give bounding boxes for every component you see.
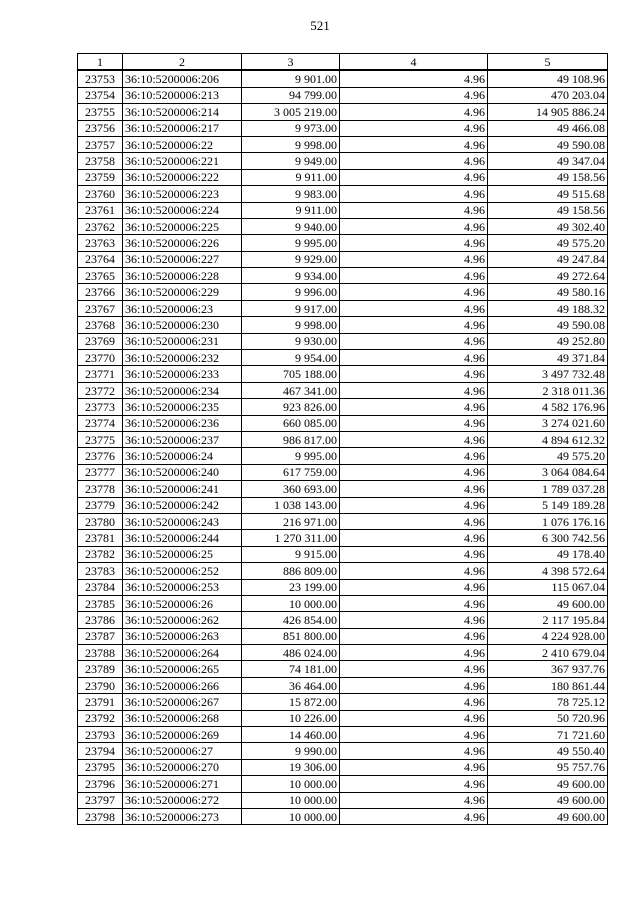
row-number-cell: 23765 xyxy=(78,268,123,284)
cadastral-number-cell: 36:10:5200006:265 xyxy=(123,661,242,677)
table-row xyxy=(78,202,608,218)
cadastral-number-cell: 36:10:5200006:270 xyxy=(123,759,242,775)
cadastral-value-cell: 49 600.00 xyxy=(488,595,608,611)
cadastral-number-cell: 36:10:5200006:228 xyxy=(123,268,242,284)
cadastral-value-cell: 49 575.20 xyxy=(488,235,608,251)
table-row xyxy=(78,481,608,497)
row-number-cell: 23770 xyxy=(78,350,123,366)
area-value-cell: 9 998.00 xyxy=(242,136,340,152)
cadastral-value-cell: 49 247.84 xyxy=(488,251,608,267)
row-number-cell: 23775 xyxy=(78,431,123,447)
area-value-cell: 10 226.00 xyxy=(242,710,340,726)
cadastral-value-cell: 50 720.96 xyxy=(488,710,608,726)
row-number-cell: 23780 xyxy=(78,513,123,529)
table-row xyxy=(78,727,608,743)
cadastral-value-cell: 49 600.00 xyxy=(488,808,608,824)
table-row xyxy=(78,710,608,726)
column-header-4: 4 xyxy=(340,54,488,71)
cadastral-value-cell: 49 580.16 xyxy=(488,284,608,300)
cadastral-number-cell: 36:10:5200006:244 xyxy=(123,530,242,546)
cadastral-number-cell: 36:10:5200006:266 xyxy=(123,677,242,693)
cadastral-number-cell: 36:10:5200006:231 xyxy=(123,333,242,349)
rate-value-cell: 4.96 xyxy=(340,350,488,366)
area-value-cell: 9 929.00 xyxy=(242,251,340,267)
cadastral-value-cell: 49 550.40 xyxy=(488,743,608,759)
cadastral-number-cell: 36:10:5200006:272 xyxy=(123,792,242,808)
cadastral-number-cell: 36:10:5200006:235 xyxy=(123,399,242,415)
table-row xyxy=(78,415,608,431)
table-row xyxy=(78,759,608,775)
cadastral-number-cell: 36:10:5200006:24 xyxy=(123,448,242,464)
cadastral-number-cell: 36:10:5200006:242 xyxy=(123,497,242,513)
table-body xyxy=(78,70,608,824)
area-value-cell: 15 872.00 xyxy=(242,694,340,710)
rate-value-cell: 4.96 xyxy=(340,513,488,529)
area-value-cell: 19 306.00 xyxy=(242,759,340,775)
cadastral-value-cell: 49 515.68 xyxy=(488,186,608,202)
cadastral-number-cell: 36:10:5200006:227 xyxy=(123,251,242,267)
page-number: 521 xyxy=(310,18,330,33)
rate-value-cell: 4.96 xyxy=(340,153,488,169)
table-row xyxy=(78,497,608,513)
area-value-cell: 486 024.00 xyxy=(242,645,340,661)
rate-value-cell: 4.96 xyxy=(340,710,488,726)
area-value-cell: 9 954.00 xyxy=(242,350,340,366)
area-value-cell: 9 934.00 xyxy=(242,268,340,284)
row-number-cell: 23774 xyxy=(78,415,123,431)
row-number-cell: 23772 xyxy=(78,382,123,398)
cadastral-value-cell: 49 600.00 xyxy=(488,776,608,792)
table-row xyxy=(78,218,608,234)
row-number-cell: 23790 xyxy=(78,677,123,693)
cadastral-number-cell: 36:10:5200006:267 xyxy=(123,694,242,710)
row-number-cell: 23784 xyxy=(78,579,123,595)
cadastral-value-cell: 470 203.04 xyxy=(488,87,608,103)
cadastral-number-cell: 36:10:5200006:240 xyxy=(123,464,242,480)
row-number-cell: 23787 xyxy=(78,628,123,644)
rate-value-cell: 4.96 xyxy=(340,792,488,808)
rate-value-cell: 4.96 xyxy=(340,251,488,267)
cadastral-number-cell: 36:10:5200006:223 xyxy=(123,186,242,202)
cadastral-number-cell: 36:10:5200006:236 xyxy=(123,415,242,431)
rate-value-cell: 4.96 xyxy=(340,497,488,513)
cadastral-value-cell: 95 757.76 xyxy=(488,759,608,775)
row-number-cell: 23791 xyxy=(78,694,123,710)
area-value-cell: 986 817.00 xyxy=(242,431,340,447)
row-number-cell: 23773 xyxy=(78,399,123,415)
cadastral-number-cell: 36:10:5200006:268 xyxy=(123,710,242,726)
cadastral-value-cell: 2 117 195.84 xyxy=(488,612,608,628)
rate-value-cell: 4.96 xyxy=(340,87,488,103)
table-row xyxy=(78,464,608,480)
row-number-cell: 23782 xyxy=(78,546,123,562)
cadastral-number-cell: 36:10:5200006:263 xyxy=(123,628,242,644)
row-number-cell: 23760 xyxy=(78,186,123,202)
cadastral-value-cell: 3 274 021.60 xyxy=(488,415,608,431)
cadastral-value-cell: 49 158.56 xyxy=(488,169,608,185)
area-value-cell: 9 998.00 xyxy=(242,317,340,333)
cadastral-value-cell: 49 371.84 xyxy=(488,350,608,366)
rate-value-cell: 4.96 xyxy=(340,579,488,595)
table-row xyxy=(78,431,608,447)
table-row xyxy=(78,399,608,415)
rate-value-cell: 4.96 xyxy=(340,169,488,185)
cadastral-value-cell: 4 582 176.96 xyxy=(488,399,608,415)
rate-value-cell: 4.96 xyxy=(340,300,488,316)
area-value-cell: 10 000.00 xyxy=(242,595,340,611)
row-number-cell: 23795 xyxy=(78,759,123,775)
area-value-cell: 426 854.00 xyxy=(242,612,340,628)
cadastral-value-cell: 180 861.44 xyxy=(488,677,608,693)
rate-value-cell: 4.96 xyxy=(340,727,488,743)
area-value-cell: 923 826.00 xyxy=(242,399,340,415)
area-value-cell: 74 181.00 xyxy=(242,661,340,677)
row-number-cell: 23761 xyxy=(78,202,123,218)
cadastral-number-cell: 36:10:5200006:237 xyxy=(123,431,242,447)
area-value-cell: 9 996.00 xyxy=(242,284,340,300)
row-number-cell: 23762 xyxy=(78,218,123,234)
table-row xyxy=(78,382,608,398)
cadastral-number-cell: 36:10:5200006:213 xyxy=(123,87,242,103)
table-row xyxy=(78,268,608,284)
table-row xyxy=(78,251,608,267)
table-row xyxy=(78,448,608,464)
table-row xyxy=(78,546,608,562)
table-row xyxy=(78,235,608,251)
cadastral-number-cell: 36:10:5200006:269 xyxy=(123,727,242,743)
cadastral-number-cell: 36:10:5200006:225 xyxy=(123,218,242,234)
rate-value-cell: 4.96 xyxy=(340,431,488,447)
rate-value-cell: 4.96 xyxy=(340,776,488,792)
area-value-cell: 10 000.00 xyxy=(242,792,340,808)
cadastral-number-cell: 36:10:5200006:232 xyxy=(123,350,242,366)
rate-value-cell: 4.96 xyxy=(340,743,488,759)
area-value-cell: 9 915.00 xyxy=(242,546,340,562)
area-value-cell: 36 464.00 xyxy=(242,677,340,693)
cadastral-number-cell: 36:10:5200006:252 xyxy=(123,563,242,579)
cadastral-value-cell: 49 178.40 xyxy=(488,546,608,562)
rate-value-cell: 4.96 xyxy=(340,268,488,284)
column-header-3: 3 xyxy=(242,54,340,71)
row-number-cell: 23753 xyxy=(78,70,123,87)
cadastral-value-cell: 4 398 572.64 xyxy=(488,563,608,579)
area-value-cell: 9 973.00 xyxy=(242,120,340,136)
row-number-cell: 23759 xyxy=(78,169,123,185)
table-row xyxy=(78,612,608,628)
table-row xyxy=(78,169,608,185)
cadastral-number-cell: 36:10:5200006:221 xyxy=(123,153,242,169)
rate-value-cell: 4.96 xyxy=(340,759,488,775)
cadastral-number-cell: 36:10:5200006:217 xyxy=(123,120,242,136)
area-value-cell: 1 270 311.00 xyxy=(242,530,340,546)
rate-value-cell: 4.96 xyxy=(340,448,488,464)
area-value-cell: 9 901.00 xyxy=(242,70,340,87)
cadastral-number-cell: 36:10:5200006:23 xyxy=(123,300,242,316)
area-value-cell: 9 995.00 xyxy=(242,448,340,464)
row-number-cell: 23793 xyxy=(78,727,123,743)
row-number-cell: 23783 xyxy=(78,563,123,579)
row-number-cell: 23767 xyxy=(78,300,123,316)
area-value-cell: 94 799.00 xyxy=(242,87,340,103)
cadastral-number-cell: 36:10:5200006:22 xyxy=(123,136,242,152)
rate-value-cell: 4.96 xyxy=(340,333,488,349)
cadastral-value-cell: 4 894 612.32 xyxy=(488,431,608,447)
table-row xyxy=(78,300,608,316)
table-row xyxy=(78,661,608,677)
cadastral-value-cell: 1 076 176.16 xyxy=(488,513,608,529)
cadastral-number-cell: 36:10:5200006:26 xyxy=(123,595,242,611)
rate-value-cell: 4.96 xyxy=(340,235,488,251)
table-row xyxy=(78,513,608,529)
rate-value-cell: 4.96 xyxy=(340,464,488,480)
rate-value-cell: 4.96 xyxy=(340,399,488,415)
row-number-cell: 23785 xyxy=(78,595,123,611)
cadastral-number-cell: 36:10:5200006:241 xyxy=(123,481,242,497)
row-number-cell: 23792 xyxy=(78,710,123,726)
cadastral-number-cell: 36:10:5200006:262 xyxy=(123,612,242,628)
cadastral-number-cell: 36:10:5200006:243 xyxy=(123,513,242,529)
rate-value-cell: 4.96 xyxy=(340,677,488,693)
cadastral-number-cell: 36:10:5200006:206 xyxy=(123,70,242,87)
cadastral-number-cell: 36:10:5200006:226 xyxy=(123,235,242,251)
cadastral-number-cell: 36:10:5200006:229 xyxy=(123,284,242,300)
rate-value-cell: 4.96 xyxy=(340,120,488,136)
area-value-cell: 1 038 143.00 xyxy=(242,497,340,513)
area-value-cell: 10 000.00 xyxy=(242,808,340,824)
area-value-cell: 467 341.00 xyxy=(242,382,340,398)
cadastral-value-cell: 49 590.08 xyxy=(488,317,608,333)
rate-value-cell: 4.96 xyxy=(340,70,488,87)
table-row xyxy=(78,153,608,169)
area-value-cell: 10 000.00 xyxy=(242,776,340,792)
rate-value-cell: 4.96 xyxy=(340,481,488,497)
area-value-cell: 617 759.00 xyxy=(242,464,340,480)
cadastral-value-cell: 3 064 084.64 xyxy=(488,464,608,480)
row-number-cell: 23796 xyxy=(78,776,123,792)
cadastral-number-cell: 36:10:5200006:233 xyxy=(123,366,242,382)
cadastral-number-cell: 36:10:5200006:25 xyxy=(123,546,242,562)
area-value-cell: 3 005 219.00 xyxy=(242,104,340,120)
cadastral-value-cell: 49 347.04 xyxy=(488,153,608,169)
cadastral-value-cell: 3 497 732.48 xyxy=(488,366,608,382)
cadastral-value-cell: 2 318 011.36 xyxy=(488,382,608,398)
row-number-cell: 23798 xyxy=(78,808,123,824)
table-row xyxy=(78,694,608,710)
row-number-cell: 23786 xyxy=(78,612,123,628)
table-row xyxy=(78,792,608,808)
cadastral-number-cell: 36:10:5200006:273 xyxy=(123,808,242,824)
table-row xyxy=(78,317,608,333)
rate-value-cell: 4.96 xyxy=(340,661,488,677)
area-value-cell: 9 940.00 xyxy=(242,218,340,234)
area-value-cell: 23 199.00 xyxy=(242,579,340,595)
rate-value-cell: 4.96 xyxy=(340,136,488,152)
rate-value-cell: 4.96 xyxy=(340,366,488,382)
row-number-cell: 23769 xyxy=(78,333,123,349)
row-number-cell: 23777 xyxy=(78,464,123,480)
table-row xyxy=(78,579,608,595)
cadastral-value-cell: 1 789 037.28 xyxy=(488,481,608,497)
row-number-cell: 23776 xyxy=(78,448,123,464)
row-number-cell: 23758 xyxy=(78,153,123,169)
cadastral-number-cell: 36:10:5200006:253 xyxy=(123,579,242,595)
cadastral-value-cell: 14 905 886.24 xyxy=(488,104,608,120)
area-value-cell: 9 930.00 xyxy=(242,333,340,349)
table-row xyxy=(78,595,608,611)
row-number-cell: 23771 xyxy=(78,366,123,382)
table-row xyxy=(78,366,608,382)
row-number-cell: 23797 xyxy=(78,792,123,808)
cadastral-value-cell: 49 158.56 xyxy=(488,202,608,218)
cadastral-number-cell: 36:10:5200006:234 xyxy=(123,382,242,398)
row-number-cell: 23766 xyxy=(78,284,123,300)
rate-value-cell: 4.96 xyxy=(340,317,488,333)
cadastral-value-cell: 71 721.60 xyxy=(488,727,608,743)
rate-value-cell: 4.96 xyxy=(340,415,488,431)
column-header-2: 2 xyxy=(123,54,242,71)
area-value-cell: 9 949.00 xyxy=(242,153,340,169)
cadastral-value-cell: 49 108.96 xyxy=(488,70,608,87)
area-value-cell: 886 809.00 xyxy=(242,563,340,579)
row-number-cell: 23768 xyxy=(78,317,123,333)
cadastral-value-cell: 49 466.08 xyxy=(488,120,608,136)
column-header-5: 5 xyxy=(488,54,608,71)
table-row xyxy=(78,677,608,693)
cadastral-value-cell: 49 302.40 xyxy=(488,218,608,234)
area-value-cell: 9 917.00 xyxy=(242,300,340,316)
table-row xyxy=(78,645,608,661)
table-header-row xyxy=(78,54,608,71)
cadastral-value-cell: 2 410 679.04 xyxy=(488,645,608,661)
rate-value-cell: 4.96 xyxy=(340,218,488,234)
table-row xyxy=(78,284,608,300)
row-number-cell: 23754 xyxy=(78,87,123,103)
rate-value-cell: 4.96 xyxy=(340,186,488,202)
area-value-cell: 360 693.00 xyxy=(242,481,340,497)
cadastral-number-cell: 36:10:5200006:27 xyxy=(123,743,242,759)
cadastral-value-cell: 49 272.64 xyxy=(488,268,608,284)
area-value-cell: 851 800.00 xyxy=(242,628,340,644)
area-value-cell: 9 990.00 xyxy=(242,743,340,759)
cadastral-number-cell: 36:10:5200006:214 xyxy=(123,104,242,120)
table-row xyxy=(78,808,608,824)
row-number-cell: 23778 xyxy=(78,481,123,497)
cadastral-value-cell: 78 725.12 xyxy=(488,694,608,710)
area-value-cell: 9 983.00 xyxy=(242,186,340,202)
table-row xyxy=(78,350,608,366)
cadastral-number-cell: 36:10:5200006:224 xyxy=(123,202,242,218)
cadastral-value-cell: 5 149 189.28 xyxy=(488,497,608,513)
cadastral-value-cell: 49 188.32 xyxy=(488,300,608,316)
area-value-cell: 705 188.00 xyxy=(242,366,340,382)
area-value-cell: 660 085.00 xyxy=(242,415,340,431)
rate-value-cell: 4.96 xyxy=(340,612,488,628)
table-row xyxy=(78,136,608,152)
row-number-cell: 23764 xyxy=(78,251,123,267)
rate-value-cell: 4.96 xyxy=(340,530,488,546)
rate-value-cell: 4.96 xyxy=(340,628,488,644)
cadastral-value-cell: 115 067.04 xyxy=(488,579,608,595)
row-number-cell: 23755 xyxy=(78,104,123,120)
table-row xyxy=(78,743,608,759)
table-row xyxy=(78,120,608,136)
row-number-cell: 23779 xyxy=(78,497,123,513)
rate-value-cell: 4.96 xyxy=(340,284,488,300)
cadastral-number-cell: 36:10:5200006:222 xyxy=(123,169,242,185)
area-value-cell: 216 971.00 xyxy=(242,513,340,529)
area-value-cell: 9 995.00 xyxy=(242,235,340,251)
table-row xyxy=(78,530,608,546)
cadastral-value-cell: 49 575.20 xyxy=(488,448,608,464)
area-value-cell: 14 460.00 xyxy=(242,727,340,743)
table-row xyxy=(78,70,608,87)
row-number-cell: 23781 xyxy=(78,530,123,546)
cadastral-value-cell: 6 300 742.56 xyxy=(488,530,608,546)
cadastral-value-cell: 49 590.08 xyxy=(488,136,608,152)
cadastral-value-cell: 4 224 928.00 xyxy=(488,628,608,644)
table-row xyxy=(78,628,608,644)
table-row xyxy=(78,186,608,202)
row-number-cell: 23788 xyxy=(78,645,123,661)
table-row xyxy=(78,563,608,579)
rate-value-cell: 4.96 xyxy=(340,645,488,661)
cadastral-value-cell: 49 600.00 xyxy=(488,792,608,808)
cadastral-number-cell: 36:10:5200006:271 xyxy=(123,776,242,792)
column-header-1: 1 xyxy=(78,54,123,71)
rate-value-cell: 4.96 xyxy=(340,104,488,120)
cadastral-value-table xyxy=(77,53,608,825)
row-number-cell: 23763 xyxy=(78,235,123,251)
cadastral-value-cell: 49 252.80 xyxy=(488,333,608,349)
cadastral-number-cell: 36:10:5200006:264 xyxy=(123,645,242,661)
rate-value-cell: 4.96 xyxy=(340,202,488,218)
rate-value-cell: 4.96 xyxy=(340,382,488,398)
rate-value-cell: 4.96 xyxy=(340,546,488,562)
rate-value-cell: 4.96 xyxy=(340,808,488,824)
rate-value-cell: 4.96 xyxy=(340,595,488,611)
rate-value-cell: 4.96 xyxy=(340,563,488,579)
rate-value-cell: 4.96 xyxy=(340,694,488,710)
row-number-cell: 23756 xyxy=(78,120,123,136)
table-row xyxy=(78,87,608,103)
area-value-cell: 9 911.00 xyxy=(242,169,340,185)
area-value-cell: 9 911.00 xyxy=(242,202,340,218)
cadastral-value-cell: 367 937.76 xyxy=(488,661,608,677)
cadastral-number-cell: 36:10:5200006:230 xyxy=(123,317,242,333)
row-number-cell: 23757 xyxy=(78,136,123,152)
table-row xyxy=(78,104,608,120)
row-number-cell: 23789 xyxy=(78,661,123,677)
table-row xyxy=(78,333,608,349)
row-number-cell: 23794 xyxy=(78,743,123,759)
table-row xyxy=(78,776,608,792)
